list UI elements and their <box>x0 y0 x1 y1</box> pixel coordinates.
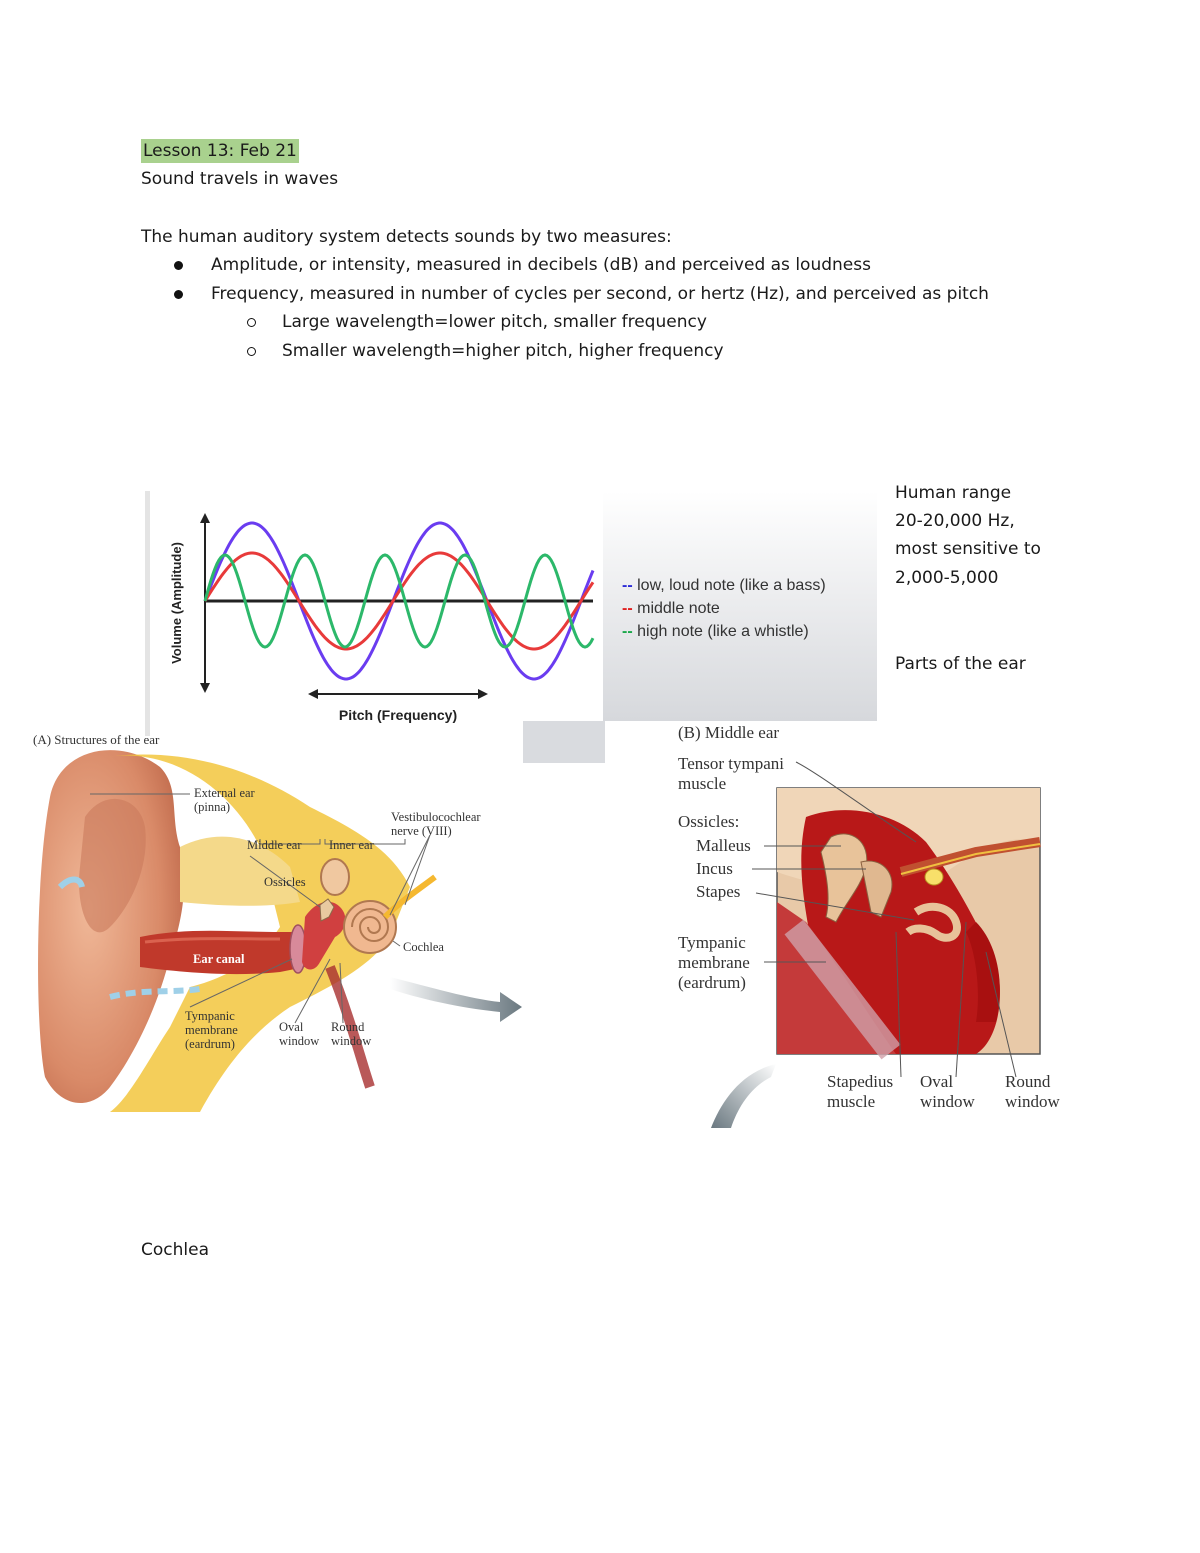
zoom-swoosh <box>711 1064 776 1128</box>
lesson-title: Lesson 13: Feb 21 <box>143 141 297 161</box>
label-external-ear: External ear <box>194 786 255 800</box>
label-stapes: Stapes <box>696 882 741 901</box>
cochlea-heading: Cochlea <box>141 1240 209 1260</box>
lesson-subtitle: Sound travels in waves <box>141 169 339 189</box>
legend-item-low: -- low, loud note (like a bass) <box>622 577 826 594</box>
sub-bullet-marker <box>247 347 256 356</box>
label-malleus: Malleus <box>696 836 751 855</box>
label-tensor-tympani: Tensor tympani <box>678 754 784 773</box>
bullet-frequency: Frequency, measured in number of cycles per second, or hertz (Hz), and perceived as pitch <box>211 284 989 304</box>
legend-item-high: -- high note (like a whistle) <box>622 623 809 640</box>
bullet-amplitude: Amplitude, or intensity, measured in decibels (dB) and perceived as loudness <box>211 255 871 275</box>
human-range-line: 2,000-5,000 <box>895 568 999 588</box>
figure-a-title: (A) Structures of the ear <box>33 732 160 747</box>
wave-legend <box>622 574 826 643</box>
label-eardrum: (eardrum) <box>185 1037 235 1051</box>
y-axis-arrow-down <box>200 683 210 693</box>
legend-item-middle: -- middle note <box>622 600 720 617</box>
label-ear-canal: Ear canal <box>193 952 245 966</box>
label-ossicles-b: Ossicles: <box>678 812 740 831</box>
label-round-window-b: window <box>1005 1092 1060 1111</box>
label-tensor-muscle: muscle <box>678 774 727 793</box>
middle-ear-illustration <box>676 722 1086 1132</box>
sub-bullet-marker <box>247 318 256 327</box>
label-membrane-b: membrane <box>678 953 750 972</box>
label-inner-ear: Inner ear <box>329 838 374 852</box>
label-nerve-viii: nerve (VIII) <box>391 824 452 838</box>
figure-left-edge <box>145 491 150 736</box>
label-oval-window: window <box>279 1034 320 1048</box>
pitch-arrow-right <box>478 689 488 699</box>
x-axis-label: Pitch (Frequency) <box>338 707 458 723</box>
label-stapedius-muscle: muscle <box>827 1092 876 1111</box>
human-range-line: Human range <box>895 483 1012 503</box>
label-middle-ear: Middle ear <box>247 838 302 852</box>
pitch-arrow-left <box>308 689 318 699</box>
label-round-b: Round <box>1005 1072 1051 1091</box>
label-stapedius: Stapedius <box>827 1072 894 1091</box>
label-pinna: (pinna) <box>194 800 231 814</box>
sub-bullet-smaller-wavelength: Smaller wavelength=higher pitch, higher frequency <box>282 341 724 361</box>
label-oval-window-b: window <box>920 1092 975 1111</box>
label-round: Round <box>331 1020 365 1034</box>
legend-panel-tail <box>523 721 605 763</box>
intro-text: The human auditory system detects sounds by two measures: <box>141 227 672 247</box>
y-axis-arrow-up <box>200 513 210 523</box>
label-membrane: membrane <box>185 1023 238 1037</box>
label-round-window: window <box>331 1034 372 1048</box>
sub-bullet-large-wavelength: Large wavelength=lower pitch, smaller frequency <box>282 312 707 332</box>
label-tympanic-b: Tympanic <box>678 933 746 952</box>
parts-of-ear-heading: Parts of the ear <box>895 654 1026 674</box>
label-vestibulocochlear: Vestibulocochlear <box>391 810 481 824</box>
label-incus: Incus <box>696 859 733 878</box>
human-range-line: 20-20,000 Hz, <box>895 511 1015 531</box>
label-oval-b: Oval <box>920 1072 954 1091</box>
y-axis-label: Volume (Amplitude) <box>169 542 184 664</box>
label-ossicles: Ossicles <box>264 875 306 889</box>
label-cochlea: Cochlea <box>403 940 444 954</box>
ear-structure-illustration <box>30 727 530 1117</box>
label-tympanic: Tympanic <box>185 1009 235 1023</box>
human-range-line: most sensitive to <box>895 539 1041 559</box>
figure-b-title: (B) Middle ear <box>678 723 780 742</box>
label-oval: Oval <box>279 1020 304 1034</box>
label-eardrum-b: (eardrum) <box>678 973 746 992</box>
bullet-marker <box>174 261 183 270</box>
bullet-marker <box>174 290 183 299</box>
